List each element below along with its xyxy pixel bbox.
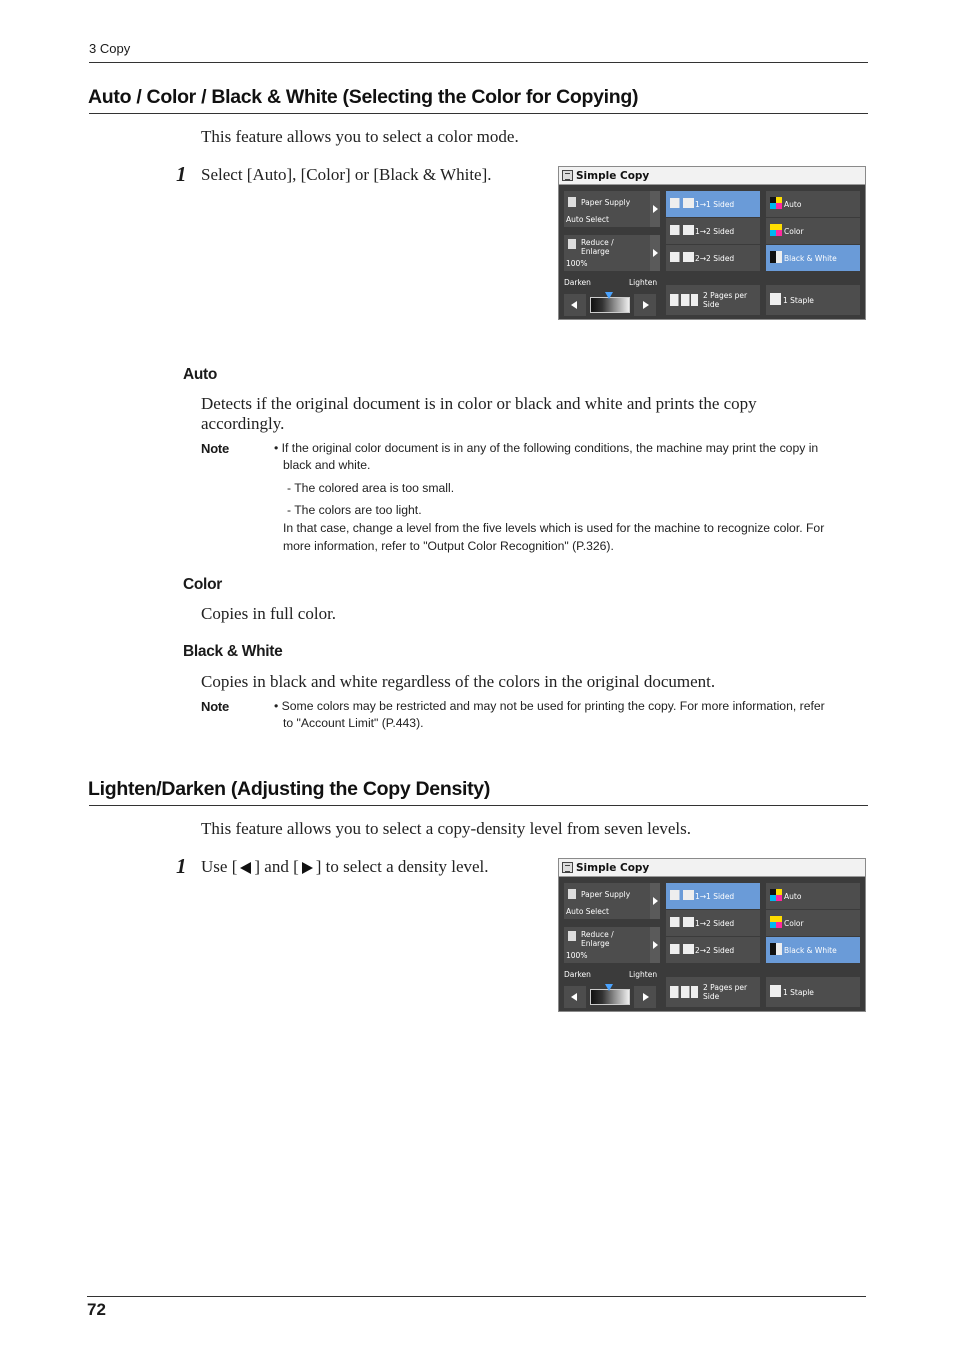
auto-color-icon (770, 197, 782, 209)
reduce-label-1: Reduce / (581, 238, 614, 247)
pages-label-1: 2 Pages per (703, 291, 748, 300)
reduce-enlarge-button[interactable] (564, 235, 660, 271)
sided-2-2-button[interactable] (666, 937, 760, 963)
chapter-header: 3 Copy (89, 41, 131, 56)
sided-1-2-label: 1→2 Sided (695, 227, 735, 236)
staple-icon (770, 985, 781, 997)
step-text: Select [Auto], [Color] or [Black & White]. (201, 165, 492, 184)
darken-label: Darken (564, 278, 591, 287)
pages-per-side-button[interactable] (666, 285, 760, 315)
reduce-label-1: Reduce / (581, 930, 614, 939)
auto-label: Auto (784, 892, 802, 901)
bw-note-line-2: to "Account Limit" (P.443). (283, 716, 424, 730)
auto-color-button[interactable] (766, 883, 860, 909)
auto-body-line1: Detects if the original document is in color or black and white and prints the copy (201, 394, 757, 413)
pages-label-1: 2 Pages per (703, 983, 748, 992)
pages-label-2: Side (703, 300, 720, 309)
section-title-density: Lighten/Darken (Adjusting the Copy Density) (88, 778, 491, 800)
section-intro: This feature allows you to select a color mode. (201, 127, 519, 146)
simple-copy-panel-1 (558, 166, 866, 320)
header-rule (89, 62, 868, 63)
n-up-icon (670, 294, 698, 306)
lighten-right-button[interactable] (634, 294, 656, 316)
density-scale (590, 297, 630, 313)
chevron-right-icon (650, 191, 660, 227)
note-line-3: In that case, change a level from the five levels which is used for the machine to recognize color. For (283, 521, 825, 535)
simple-copy-icon (562, 170, 573, 181)
staple-button[interactable] (766, 977, 860, 1007)
section-rule (89, 113, 868, 114)
step-number: 1 (176, 162, 187, 186)
auto-color-icon (770, 889, 782, 901)
simple-copy-icon (562, 862, 573, 873)
density-scale (590, 989, 630, 1005)
paper-supply-value: Auto Select (566, 907, 609, 916)
black-white-icon (770, 943, 782, 955)
sided-1-1-button[interactable] (666, 191, 760, 217)
step-number: 1 (176, 854, 187, 878)
auto-heading: Auto (183, 366, 218, 383)
paper-icon (568, 197, 576, 207)
duplex-icon (670, 917, 694, 927)
sided-1-1-label: 1→1 Sided (695, 200, 735, 209)
chevron-right-icon (650, 927, 660, 963)
paper-icon (568, 889, 576, 899)
note-line-4: more information, refer to "Output Color Recognition" (P.326). (283, 539, 614, 553)
duplex-icon (670, 890, 694, 900)
sided-2-2-label: 2→2 Sided (695, 254, 735, 263)
color-body: Copies in full color. (201, 604, 337, 623)
simple-copy-panel-2 (558, 858, 866, 1012)
page-number: 72 (87, 1300, 106, 1319)
sided-1-2-button[interactable] (666, 218, 760, 244)
bw-heading: Black & White (183, 643, 283, 660)
darken-label: Darken (564, 970, 591, 979)
section-rule (89, 805, 868, 806)
auto-body-line2: accordingly. (201, 414, 285, 433)
darken-left-button[interactable] (564, 294, 586, 316)
reduce-enlarge-button[interactable] (564, 927, 660, 963)
footer-rule (87, 1296, 866, 1297)
panel-title: Simple Copy (576, 862, 650, 874)
color-label: Color (784, 227, 804, 236)
note-item-1: - The colored area is too small. (287, 481, 455, 495)
black-white-button[interactable] (766, 245, 860, 271)
note-line-2: black and white. (283, 458, 371, 472)
auto-color-button[interactable] (766, 191, 860, 217)
step-text-2 (201, 857, 489, 877)
pages-per-side-button[interactable] (666, 977, 760, 1007)
pages-label-2: Side (703, 992, 720, 1001)
duplex-icon (670, 198, 694, 208)
bw-body: Copies in black and white regardless of the colors in the original document. (201, 672, 716, 691)
bw-note-line-1: • Some colors may be restricted and may not be used for printing the copy. For more information, refer (274, 699, 825, 713)
note-item-2: - The colors are too light. (287, 503, 422, 517)
paper-supply-label: Paper Supply (581, 890, 631, 899)
paper-supply-button[interactable] (564, 883, 660, 919)
color-heading: Color (183, 576, 222, 593)
staple-button[interactable] (766, 285, 860, 315)
color-label: Color (784, 919, 804, 928)
paper-supply-label: Paper Supply (581, 198, 631, 207)
reduce-enlarge-icon (568, 931, 576, 941)
black-white-icon (770, 251, 782, 263)
darken-left-button[interactable] (564, 986, 586, 1008)
step-post: ] to select a density level. (315, 857, 489, 876)
reduce-label-2: Enlarge (581, 247, 610, 256)
sided-1-1-label: 1→1 Sided (695, 892, 735, 901)
duplex-icon (670, 225, 694, 235)
chevron-right-icon (650, 235, 660, 271)
staple-label: 1 Staple (783, 988, 814, 997)
reduce-enlarge-icon (568, 239, 576, 249)
sided-2-2-label: 2→2 Sided (695, 946, 735, 955)
n-up-icon (670, 986, 698, 998)
paper-supply-button[interactable] (564, 191, 660, 227)
duplex-icon (670, 944, 694, 954)
color-button[interactable] (766, 910, 860, 936)
auto-label: Auto (784, 200, 802, 209)
panel-title-bar (559, 167, 865, 185)
black-white-button[interactable] (766, 937, 860, 963)
left-arrow-icon (240, 862, 251, 874)
panel-title-bar (559, 859, 865, 877)
right-arrow-icon (302, 862, 313, 874)
duplex-icon (670, 252, 694, 262)
sided-1-2-button[interactable] (666, 910, 760, 936)
step-mid: ] and [ (254, 857, 299, 876)
reduce-value: 100% (566, 951, 588, 960)
staple-label: 1 Staple (783, 296, 814, 305)
color-icon (770, 224, 782, 236)
lighten-label: Lighten (629, 278, 658, 287)
section2-intro: This feature allows you to select a copy-density level from seven levels. (201, 819, 692, 838)
paper-supply-value: Auto Select (566, 215, 609, 224)
black-white-label: Black & White (784, 254, 837, 263)
staple-icon (770, 293, 781, 305)
black-white-label: Black & White (784, 946, 837, 955)
note-line-1: • If the original color document is in any of the following conditions, the machine may print the copy in (274, 441, 819, 455)
color-icon (770, 916, 782, 928)
color-button[interactable] (766, 218, 860, 244)
sided-2-2-button[interactable] (666, 245, 760, 271)
note-label: Note (201, 699, 230, 714)
note-label: Note (201, 441, 230, 456)
section-title-color-mode: Auto / Color / Black & White (Selecting the Color for Copying) (88, 86, 639, 108)
panel-title: Simple Copy (576, 170, 650, 182)
sided-1-1-button[interactable] (666, 883, 760, 909)
chevron-right-icon (650, 883, 660, 919)
lighten-label: Lighten (629, 970, 658, 979)
reduce-value: 100% (566, 259, 588, 268)
lighten-right-button[interactable] (634, 986, 656, 1008)
density-marker-icon (605, 292, 613, 299)
step-pre: Use [ (201, 857, 238, 876)
reduce-label-2: Enlarge (581, 939, 610, 948)
density-marker-icon (605, 984, 613, 991)
sided-1-2-label: 1→2 Sided (695, 919, 735, 928)
